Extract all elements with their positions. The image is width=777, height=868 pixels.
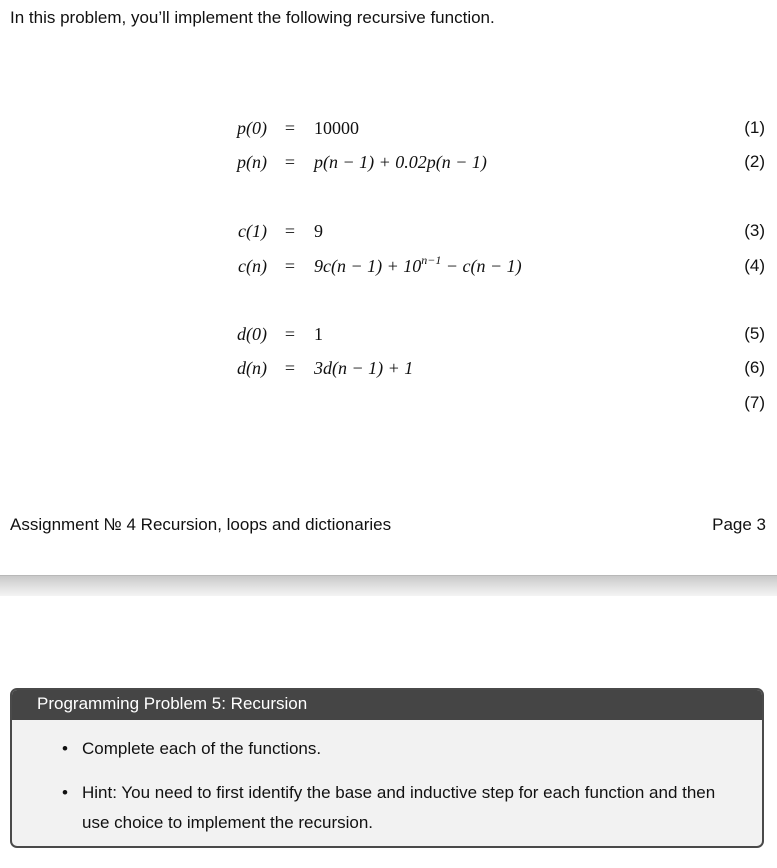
equals-sign: = bbox=[284, 152, 296, 172]
equation-rhs: 3d(n − 1) + 1 bbox=[314, 358, 414, 378]
page-footer-title: Assignment № 4 Recursion, loops and dictionaries bbox=[10, 515, 392, 534]
page-separator bbox=[0, 575, 777, 596]
equation-number: (5) bbox=[744, 324, 765, 343]
equation-row bbox=[0, 218, 777, 244]
equation-row bbox=[0, 115, 777, 141]
equation-exponent: n−1 bbox=[421, 253, 442, 267]
equation-number: (6) bbox=[744, 358, 765, 377]
list-item-text: Complete each of the functions. bbox=[82, 739, 322, 758]
list-item bbox=[62, 734, 747, 764]
equals-sign: = bbox=[284, 221, 296, 241]
equation-number: (2) bbox=[744, 152, 765, 171]
equation-row bbox=[0, 321, 777, 347]
bullet-icon: • bbox=[62, 783, 68, 802]
equation-lhs: c(n) bbox=[238, 256, 267, 276]
equals-sign: = bbox=[284, 324, 296, 344]
equation-row bbox=[0, 149, 777, 175]
list-item bbox=[62, 778, 747, 838]
bullet-icon: • bbox=[62, 739, 68, 758]
page-number: Page 3 bbox=[712, 515, 766, 534]
equals-sign: = bbox=[284, 358, 296, 378]
equation-rhs: 9 bbox=[314, 221, 323, 241]
problem-title: Programming Problem 5: Recursion bbox=[12, 690, 762, 720]
equation-number: (4) bbox=[744, 256, 765, 275]
equation-rhs: 1 bbox=[314, 324, 323, 344]
equation-number: (7) bbox=[744, 393, 765, 412]
intro-text: In this problem, you’ll implement the following recursive function. bbox=[10, 8, 495, 27]
equation-lhs: p(0) bbox=[237, 118, 267, 138]
equation-rhs bbox=[314, 253, 522, 279]
problem-box bbox=[10, 688, 764, 848]
equation-rhs: 10000 bbox=[314, 118, 359, 138]
equation-lhs: d(n) bbox=[237, 358, 267, 378]
equation-lhs: d(0) bbox=[237, 324, 267, 344]
equation-row bbox=[0, 355, 777, 381]
equation-rhs: p(n − 1) + 0.02p(n − 1) bbox=[314, 152, 487, 172]
equation-rhs-part: − c(n − 1) bbox=[441, 256, 522, 276]
equation-number: (1) bbox=[744, 118, 765, 137]
equals-sign: = bbox=[284, 118, 296, 138]
list-item-text: Hint: You need to first identify the base and inductive step for each function and then use choice to implement the recursion. bbox=[82, 783, 716, 832]
equation-rhs-part: 9c(n − 1) + 10 bbox=[314, 256, 422, 276]
equation-row bbox=[0, 390, 777, 416]
equation-row bbox=[0, 253, 777, 279]
equals-sign: = bbox=[284, 256, 296, 276]
equation-number: (3) bbox=[744, 221, 765, 240]
equation-lhs: p(n) bbox=[237, 152, 267, 172]
equation-lhs: c(1) bbox=[238, 221, 267, 241]
